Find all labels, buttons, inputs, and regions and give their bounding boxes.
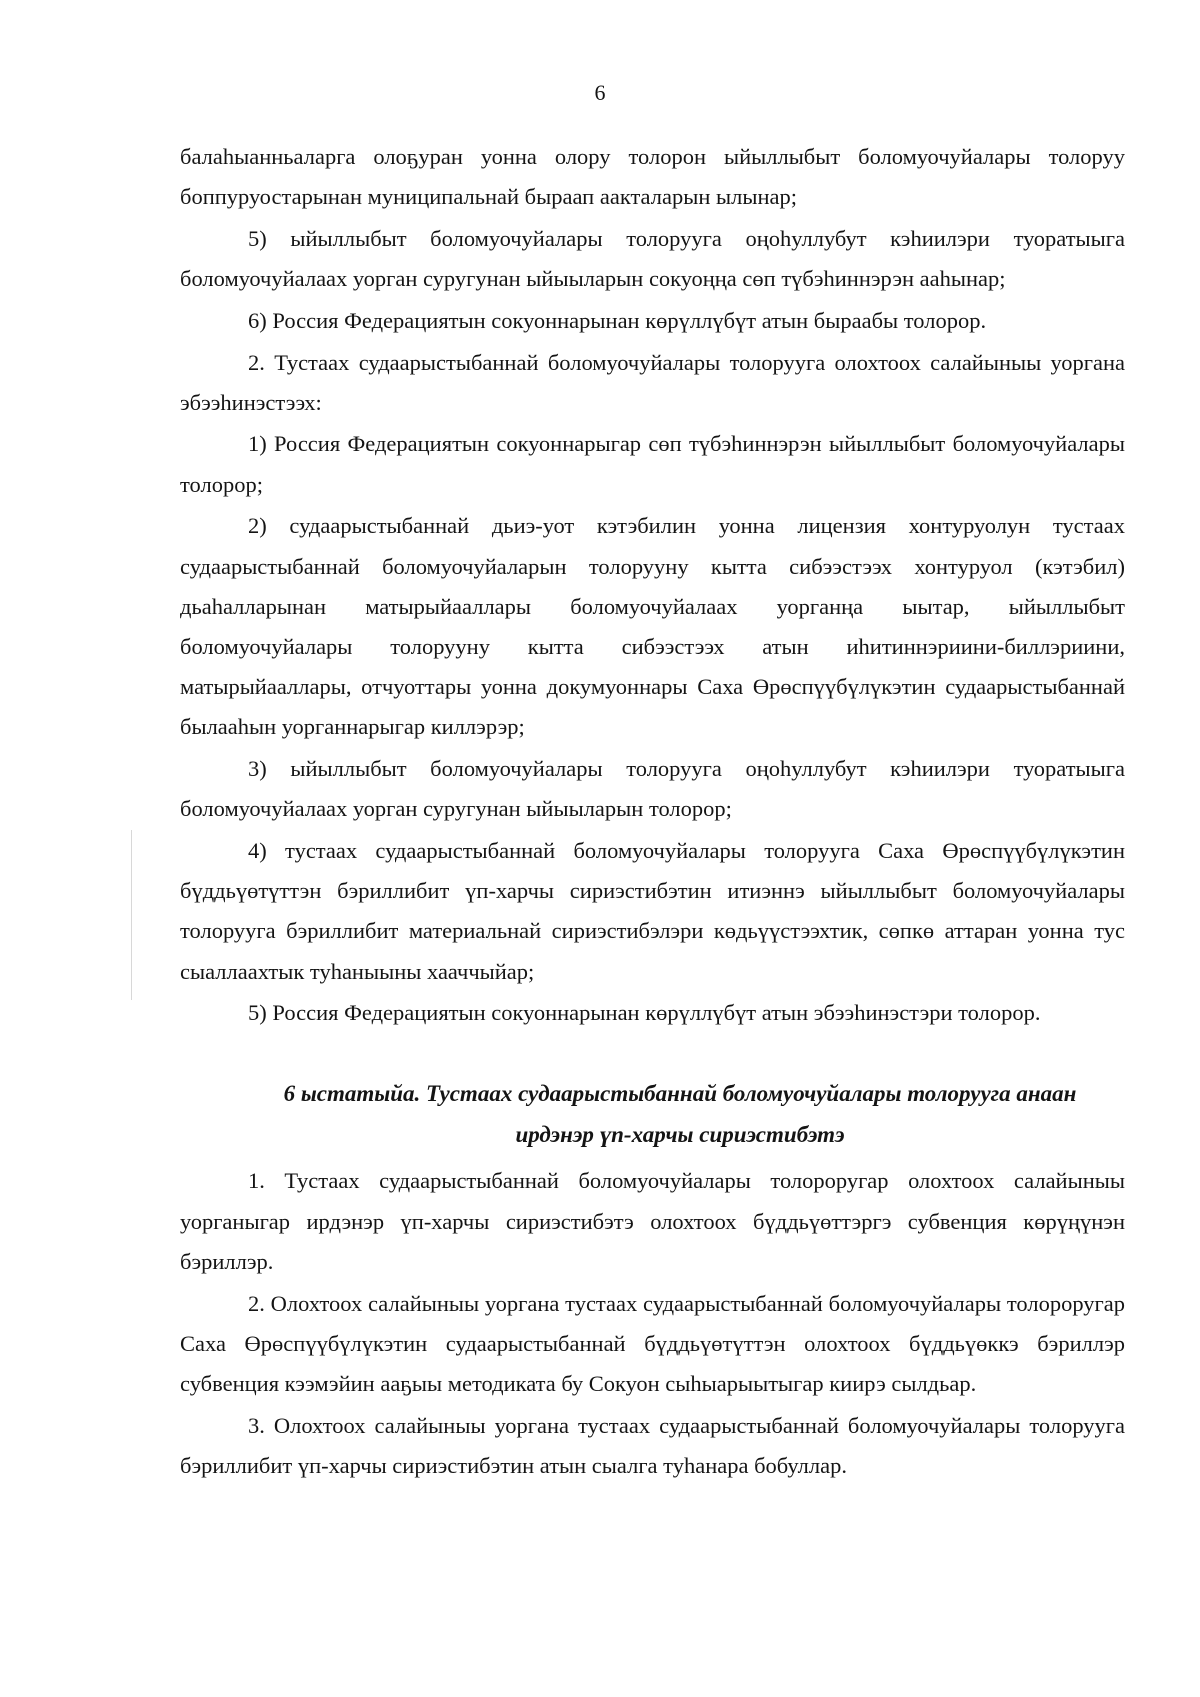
paragraph: 2) судаарыстыбаннай дьиэ-уот кэтэбилин уонна лицензия хонтуруолун тустаах судаарыстыбаннай боломуочуйаларын толорууну кытта сибээстээх хонтуруол (кэтэбил) дьаhалларынан матырыйааллары боломуочуйалаах уорганңа ыытар, ыйыллыбыт боломуочуйалары толорууну кытта сибээстээх атын иhитиннэриини-биллэриини, матырыйааллары, отчуоттары уонна докумуоннары Саха Өрөспүүбүлүкэтин судаарыстыбаннай былааhын уорганнарыгар киллэрэр; [180,513,1125,740]
paragraph: 3. Олохтоох салайыныы уоргана тустаах судаарыстыбаннай боломуочуйалары толорууга бэриллибит үп-харчы сириэстибэтин атын сыалга туhанара бобуллар. [180,1412,1125,1478]
paragraph: 6) Россия Федерациятын сокуоннарынан көрүллүбүт атын быраабы толорор. [248,307,987,333]
paragraph: 4) тустаах судаарыстыбаннай боломуочуйалары толорууга Саха Өрөспүүбүлүкэтин бүддьүөтүттэн бэриллибит үп-харчы сириэстибэтин итиэннэ ыйыллыбыт боломуочуйалары толорууга бэриллибит материальнай сириэстибэлэри көдьүүстээхтик, сөпкө аттаран уонна тус сыаллаахтык туhаныыны хааччыйар; [180,837,1125,984]
paragraph: 2. Олохтоох салайыныы уоргана тустаах судаарыстыбаннай боломуочуйалары толороругар Саха Өрөспүүбүлүкэтин судаарыстыбаннай бүддьүөтүттэн олохтоох бүддьүөккэ бэриллэр субвенция кээмэйин ааҕыы методиката бу Сокуон сыhыарыытыгар киирэ сылдьар. [180,1290,1125,1396]
document-body [180,137,1125,1488]
paragraph: 1) Россия Федерациятын сокуоннарыгар сөп түбэhиннэрэн ыйыллыбыт боломуочуйалары толорор; [180,431,1125,497]
paragraph: 5) ыйыллыбыт боломуочуйалары толорууга оңоhуллубут кэhиилэри туоратыыга боломуочуйалаах уорган суругунан ыйыыларын сокуоңңа сөп түбэhиннэрэн ааhынар; [180,225,1125,292]
article-heading-line: ирдэнэр үп-харчы сириэстибэтэ [515,1122,845,1148]
paragraph: 5) Россия Федерациятын сокуоннарынан көрүллүбүт атын эбээhинэстэри толорор. [248,1000,1041,1026]
paragraph: 2. Тустаах судаарыстыбаннай боломуочуйалары толорууга олохтоох салайыныы уоргана эбээhинэстээх: [180,349,1125,415]
page-number: 6 [594,80,606,105]
scan-edge-mark [131,830,132,1000]
article-heading [180,1073,1125,1155]
paragraph: 3) ыйыллыбыт боломуочуйалары толорууга оңоhуллубут кэhиилэри туоратыыга боломуочуйалаах уорган суругунан ыйыыларын толорор; [180,756,1125,822]
article-heading-line: 6 ыстатыйа. Тустаах судаарыстыбаннай боломуочуйалары толорууга анаан [283,1081,1077,1107]
paragraph: балаhыанньаларга олоҕуран уонна олору толорон ыйыллыбыт боломуочуйалары толоруу боппуруостарынан муниципальнай быраап аакталарын ылынар; [180,144,1125,210]
paragraph: 1. Тустаах судаарыстыбаннай боломуочуйалары толороругар олохтоох салайыныы уорганыгар ирдэнэр үп-харчы сириэстибэтэ олохтоох бүддьүөттэргэ субвенция көрүңүнэн бэриллэр. [180,1168,1125,1274]
